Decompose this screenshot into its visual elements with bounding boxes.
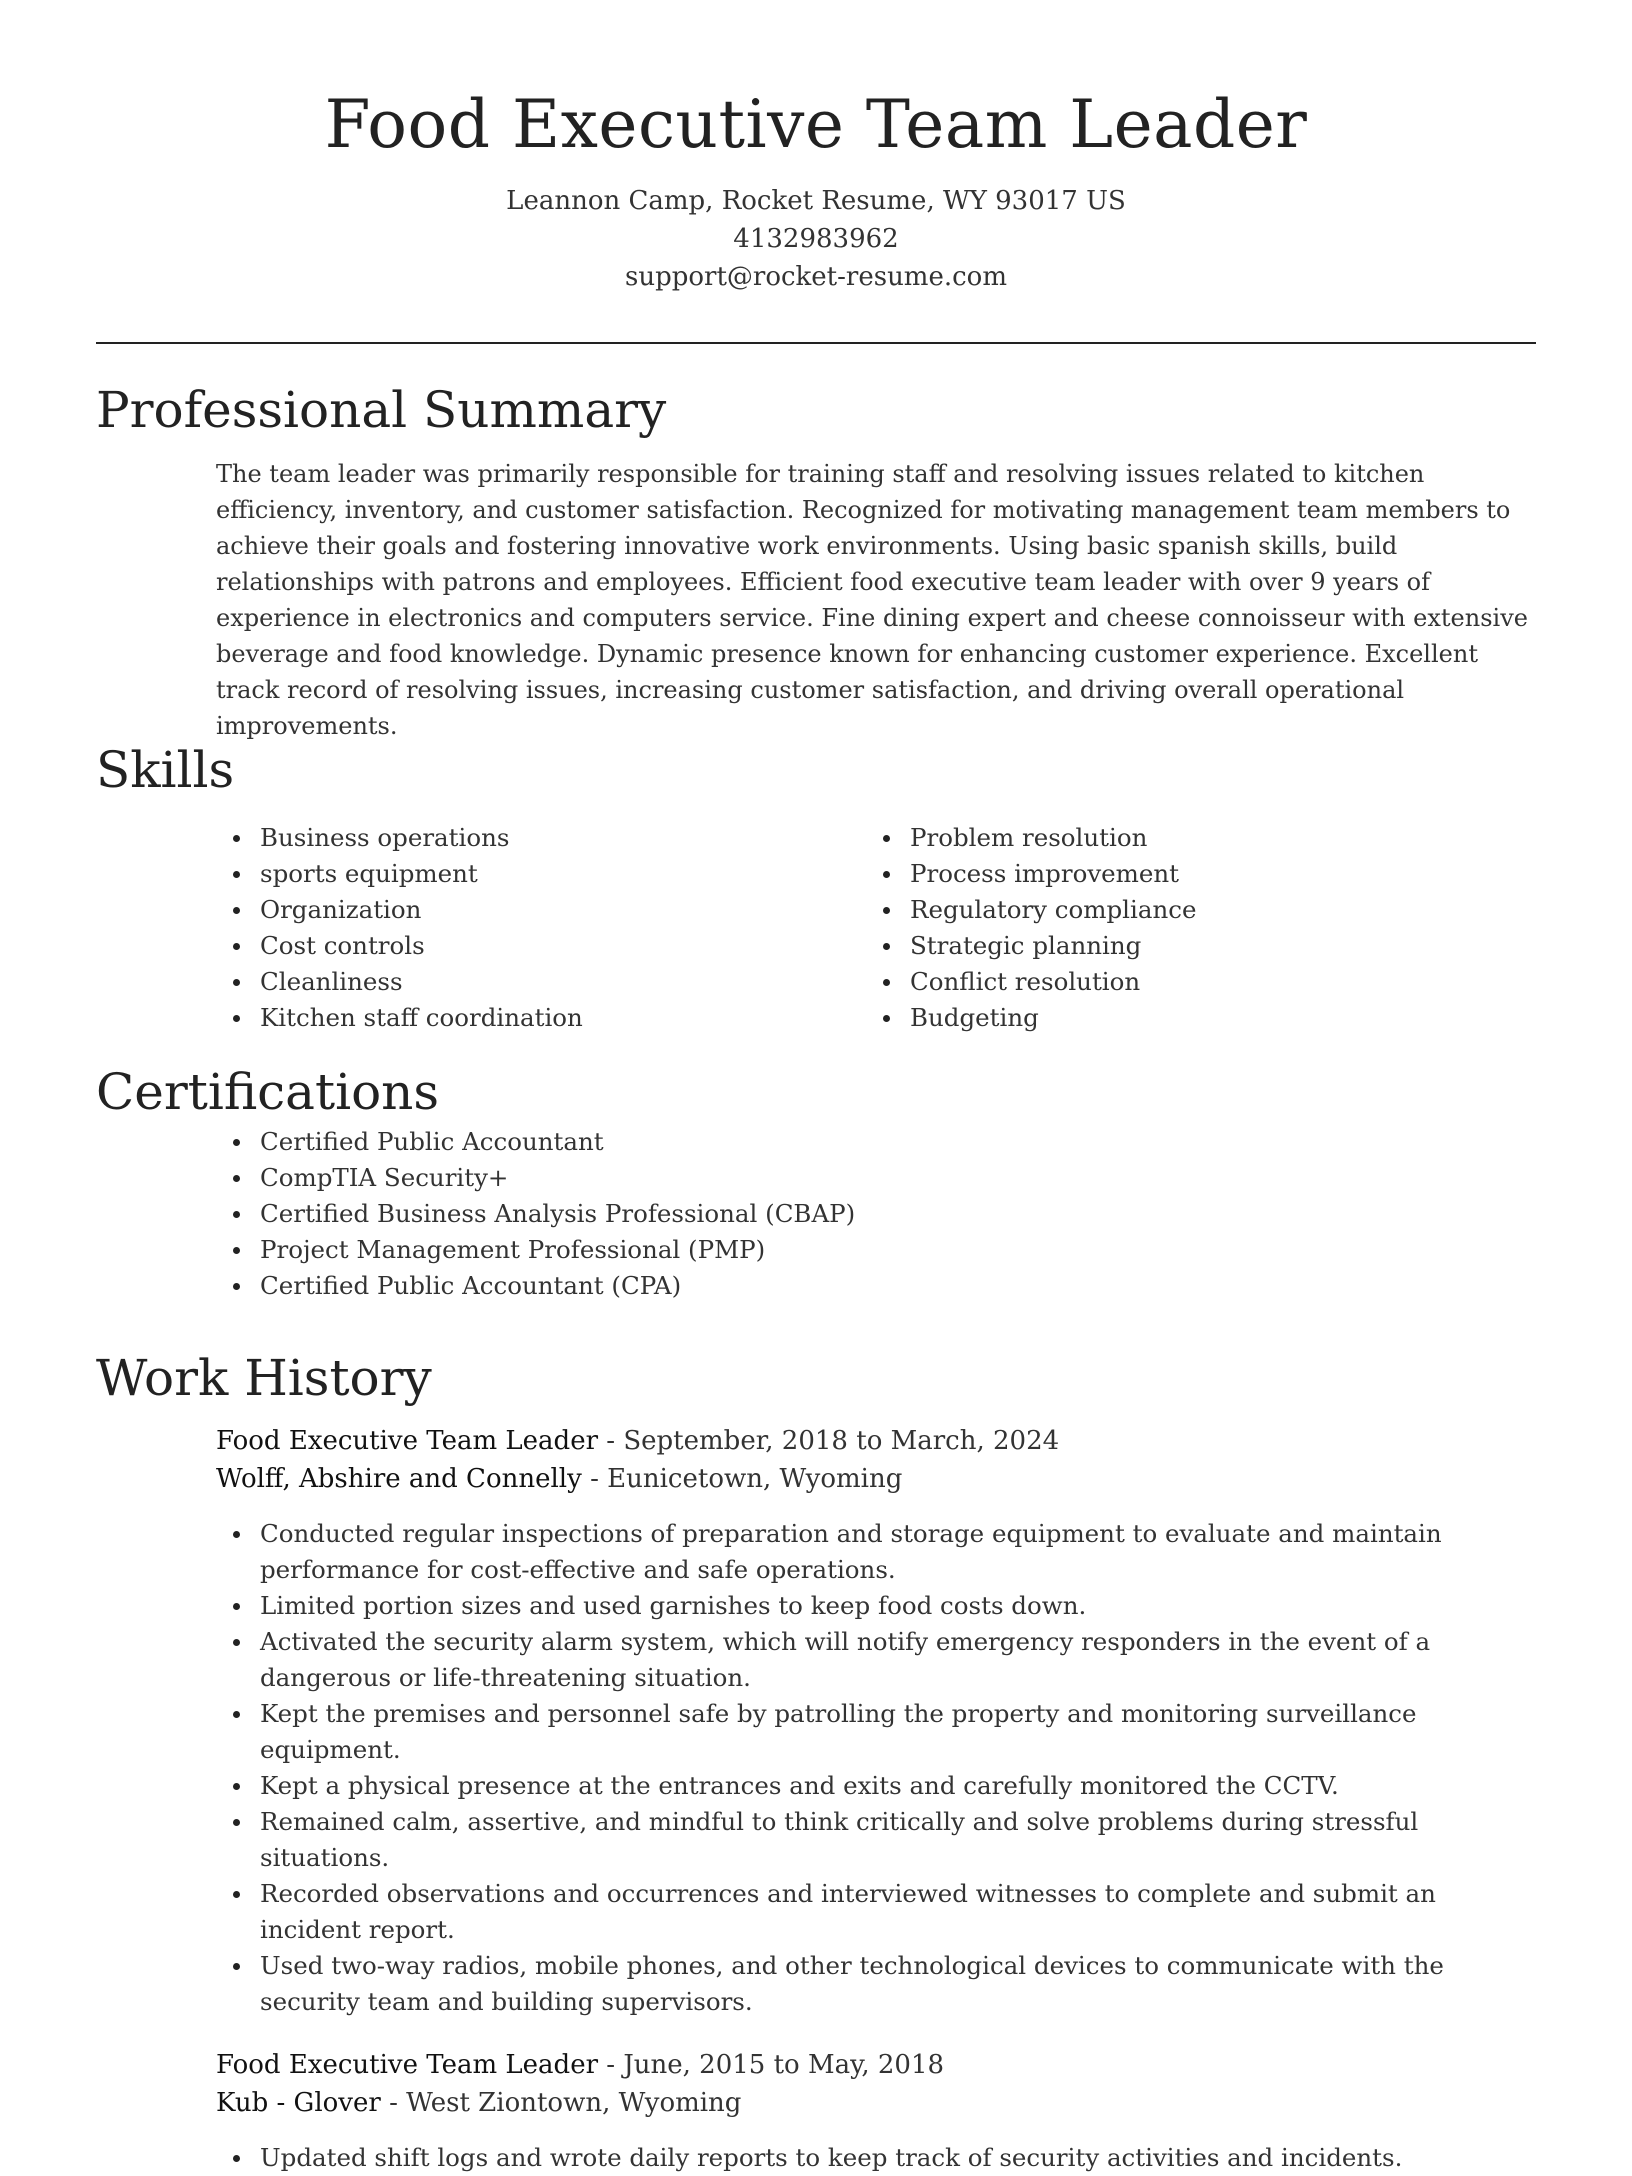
job-role: Food Executive Team Leader (216, 2050, 599, 2080)
job-duties-list (96, 2140, 1536, 2176)
skill-item: Regulatory compliance (746, 892, 1396, 928)
job-duty: Updated shift logs and wrote daily reports to keep track of security activities and incidents. (96, 2140, 1536, 2176)
certification-item: Certified Public Accountant (96, 1124, 1536, 1160)
job-title-line (216, 2046, 1536, 2084)
skill-item: Budgeting (746, 1000, 1396, 1036)
summary-text: The team leader was primarily responsible for training staff and resolving issues related to kitchen efficiency, inventory, and customer satisfaction. Recognized for motivating management team members to achieve their goals and fostering innovative work environments. Using basic spanish skills, build relationships with patrons and employees. Efficient food executive team leader with over 9 years of experience in electronics and computers service. Fine dining expert and cheese connoisseur with extensive beverage and food knowledge. Dynamic presence known for enhancing customer experience. Excellent track record of resolving issues, increasing customer satisfaction, and driving overall operational improvements. (216, 460, 1528, 740)
job-company: Wolff, Abshire and Connelly (216, 1464, 582, 1494)
job-company: Kub - Glover (216, 2088, 381, 2118)
job-duty: Used two-way radios, mobile phones, and other technological devices to communicate with the security team and building supervisors. (96, 1948, 1536, 2020)
job-duty: Kept the premises and personnel safe by patrolling the property and monitoring surveillance equipment. (96, 1696, 1536, 1768)
summary-heading: Professional Summary (96, 381, 667, 439)
skill-item: Strategic planning (746, 928, 1396, 964)
job-company-line (216, 2084, 1536, 2122)
summary-section (96, 378, 1536, 744)
contact-address: Leannon Camp, Rocket Resume, WY 93017 US (506, 186, 1126, 216)
job-duty: Remained calm, assertive, and mindful to think critically and solve problems during stressful situations. (96, 1804, 1536, 1876)
skill-item: Problem resolution (746, 820, 1396, 856)
certification-item: Project Management Professional (PMP) (96, 1232, 1536, 1268)
skills-section (96, 738, 1536, 1036)
job-title-line (216, 1422, 1536, 1460)
contact-email[interactable]: support@rocket-resume.com (624, 262, 1007, 292)
work-history-heading: Work History (96, 1349, 432, 1407)
skill-item: Business operations (96, 820, 746, 856)
skill-item: Conflict resolution (746, 964, 1396, 1000)
skills-columns (96, 820, 1536, 1036)
job-duty: Kept a physical presence at the entrances and exits and carefully monitored the CCTV. (96, 1768, 1536, 1804)
contact-phone: 4132983962 (733, 224, 899, 254)
job-duty: Recorded observations and occurrences and interviewed witnesses to complete and submit an incident report. (96, 1876, 1536, 1948)
contact-block (96, 182, 1536, 296)
skill-item: Process improvement (746, 856, 1396, 892)
certifications-section (96, 1060, 1536, 1304)
skills-left-list (96, 820, 746, 1036)
certifications-heading: Certifications (96, 1063, 440, 1121)
job-location: West Ziontown, Wyoming (406, 2088, 742, 2118)
certification-item: Certified Public Accountant (CPA) (96, 1268, 1536, 1304)
certifications-list (96, 1124, 1536, 1304)
job-entry (216, 1422, 1536, 2020)
certification-item: CompTIA Security+ (96, 1160, 1536, 1196)
skill-item: Cost controls (96, 928, 746, 964)
separator: - (606, 2050, 624, 2080)
separator: - (389, 2088, 407, 2118)
job-dates: September, 2018 to March, 2024 (623, 1426, 1060, 1456)
job-duty: Activated the security alarm system, which will notify emergency responders in the event of a dangerous or life-threatening situation. (96, 1624, 1536, 1696)
job-dates: June, 2015 to May, 2018 (623, 2050, 945, 2080)
skill-item: Cleanliness (96, 964, 746, 1000)
skill-item: Organization (96, 892, 746, 928)
job-entry (216, 2046, 1536, 2176)
skill-item: sports equipment (96, 856, 746, 892)
job-company-line (216, 1460, 1536, 1498)
job-duty: Limited portion sizes and used garnishes to keep food costs down. (96, 1588, 1536, 1624)
skill-item: Kitchen staff coordination (96, 1000, 746, 1036)
job-role: Food Executive Team Leader (216, 1426, 599, 1456)
separator: - (590, 1464, 608, 1494)
certification-item: Certified Business Analysis Professional (CBAP) (96, 1196, 1536, 1232)
job-duty: Conducted regular inspections of preparation and storage equipment to evaluate and maintain performance for cost-effective and safe operations. (96, 1516, 1536, 1588)
resume-header (96, 80, 1536, 296)
work-history-section (96, 1346, 1536, 2176)
header-divider (96, 342, 1536, 344)
candidate-title: Food Executive Team Leader (324, 86, 1308, 163)
separator: - (606, 1426, 624, 1456)
job-duties-list (96, 1516, 1536, 2020)
job-location: Eunicetown, Wyoming (607, 1464, 903, 1494)
skills-heading: Skills (96, 741, 235, 799)
skills-right-list (746, 820, 1396, 1036)
